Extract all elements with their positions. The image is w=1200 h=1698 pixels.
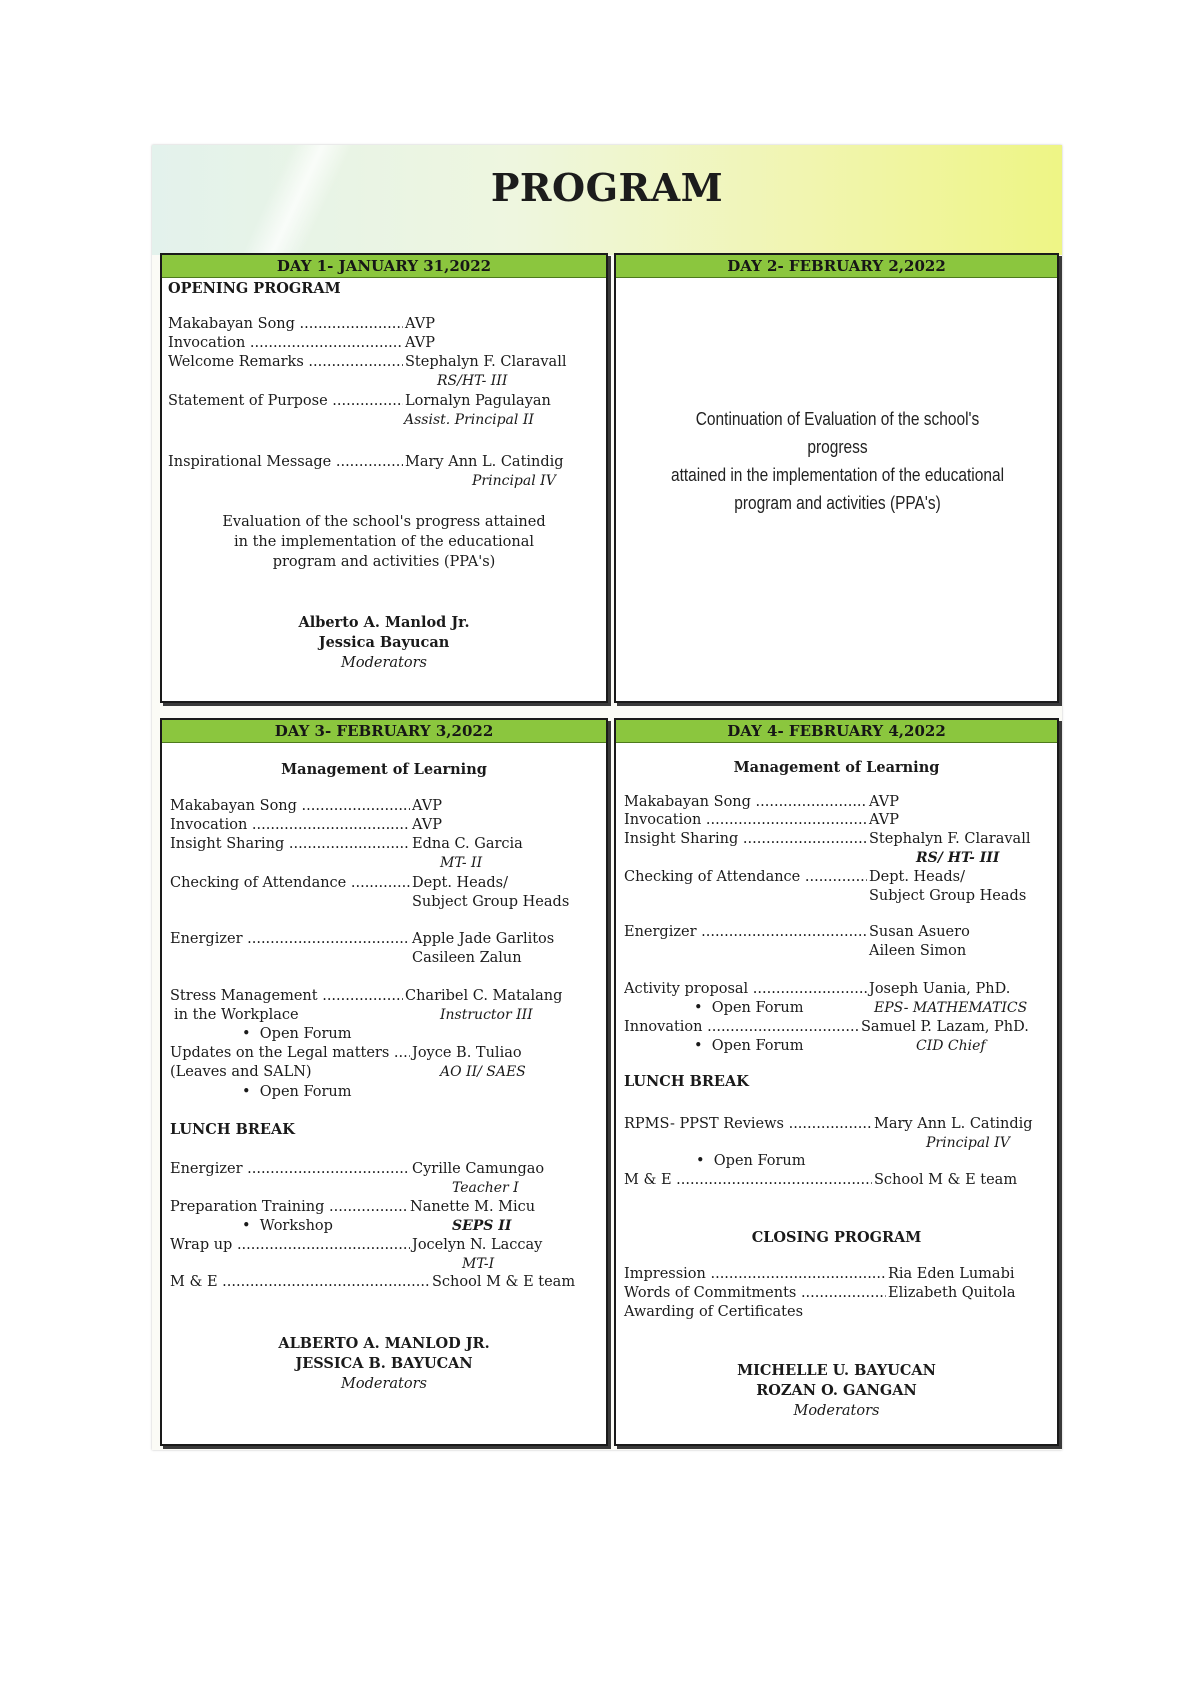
day1-evaluation-line: in the implementation of the educational: [234, 534, 534, 550]
moderator-name: ROZAN O. GANGAN: [756, 1382, 917, 1399]
day3-role: MT-I: [462, 1256, 495, 1272]
day1-item: Invocation ..... AVP: [168, 334, 588, 353]
day3-role: AO II/ SAES: [440, 1064, 526, 1080]
day3-label2: in the Workplace: [174, 1007, 299, 1023]
page-title: PROGRAM: [490, 165, 724, 210]
day3-item: Preparation Training ..... Nanette M. Micu: [170, 1198, 590, 1217]
day3-role: MT- II: [440, 855, 483, 871]
day4-item: RPMS- PPST Reviews ..... Mary Ann L. Catindig: [624, 1115, 1056, 1134]
day3-panel: [160, 718, 608, 1446]
day4-item: Makabayan Song ..... AVP: [624, 793, 1044, 812]
day1-item: Welcome Remarks ..... Stephalyn F. Claravall: [168, 353, 600, 372]
moderator-name: Jessica Bayucan: [318, 634, 450, 651]
day2-panel: [614, 253, 1059, 703]
day4-closing-item: Words of Commitments ..... Elizabeth Quitola: [624, 1284, 1056, 1303]
day1-section-title: OPENING PROGRAM: [168, 280, 341, 297]
closing-program-title: CLOSING PROGRAM: [751, 1229, 922, 1246]
day4-item: Innovation ..... Samuel P. Lazam, PhD.: [624, 1018, 1056, 1037]
day1-header: DAY 1- JANUARY 31,2022: [162, 255, 606, 278]
day4-item: Checking of Attendance ..... Dept. Heads/: [624, 868, 1056, 887]
day1-panel: [160, 253, 608, 703]
workshop-bullet: • Workshop: [242, 1218, 333, 1234]
day3-item: Insight Sharing ..... Edna C. Garcia: [170, 835, 600, 854]
day3-header: DAY 3- FEBRUARY 3,2022: [162, 720, 606, 743]
day4-value2: Subject Group Heads: [869, 888, 1027, 904]
day4-item: Invocation ..... AVP: [624, 811, 1044, 830]
day1-item: Inspirational Message ..... Mary Ann L. Catindig: [168, 453, 600, 472]
day1-evaluation-line: Evaluation of the school's progress attained: [222, 514, 546, 530]
day1-role: RS/HT- III: [437, 373, 508, 389]
day3-item: Wrap up ..... Jocelyn N. Laccay: [170, 1236, 590, 1255]
moderators-label: Moderators: [341, 1376, 427, 1392]
day3-item: Energizer ..... Cyrille Camungao: [170, 1160, 590, 1179]
open-forum-bullet: • Open Forum: [694, 1000, 804, 1016]
moderators-label: Moderators: [793, 1403, 880, 1419]
day3-moderators: [162, 1334, 606, 1394]
day3-item: Invocation ..... AVP: [170, 816, 590, 835]
program-sheet: [152, 145, 1062, 1450]
open-forum-bullet: • Open Forum: [242, 1026, 352, 1042]
day1-evaluation-line: program and activities (PPA's): [272, 554, 496, 570]
day4-role: CID Chief: [916, 1038, 986, 1054]
open-forum-bullet: • Open Forum: [242, 1084, 352, 1100]
day4-item: Insight Sharing ..... Stephalyn F. Claravall: [624, 830, 1056, 849]
day3-item: Energizer ..... Apple Jade Garlitos: [170, 930, 600, 949]
day3-section-title: Management of Learning: [281, 761, 487, 778]
day4-role: EPS- MATHEMATICS: [874, 1000, 1028, 1016]
day3-role: Instructor III: [440, 1007, 533, 1023]
day4-item: M & E ..... School M & E team: [624, 1171, 1056, 1190]
day3-item: Makabayan Song ..... AVP: [170, 797, 590, 816]
day2-header: DAY 2- FEBRUARY 2,2022: [616, 255, 1057, 278]
moderator-name: JESSICA B. BAYUCAN: [295, 1355, 473, 1372]
day3-value2: Casileen Zalun: [412, 950, 522, 966]
day4-closing-item: Awarding of Certificates: [624, 1304, 804, 1320]
day3-value2: Subject Group Heads: [412, 894, 570, 910]
moderator-name: Alberto A. Manlod Jr.: [298, 614, 470, 631]
day4-header: DAY 4- FEBRUARY 4,2022: [616, 720, 1057, 743]
day3-item: Checking of Attendance ..... Dept. Heads/: [170, 874, 600, 893]
lunch-break: LUNCH BREAK: [170, 1121, 295, 1138]
day4-role: RS/ HT- III: [916, 850, 1000, 866]
day4-closing-item: Impression ..... Ria Eden Lumabi: [624, 1265, 1056, 1284]
moderators-label: Moderators: [341, 655, 427, 671]
day1-role: Assist. Principal II: [404, 412, 534, 428]
day4-role: Principal IV: [926, 1135, 1010, 1151]
day1-role: Principal IV: [472, 473, 556, 489]
day4-item: Energizer ..... Susan Asuero: [624, 923, 1056, 942]
day1-moderators: [162, 613, 606, 673]
day1-item: Makabayan Song ..... AVP: [168, 315, 588, 334]
lunch-break: LUNCH BREAK: [624, 1073, 749, 1090]
day4-moderators: [616, 1361, 1057, 1421]
day3-role: SEPS II: [452, 1218, 512, 1234]
day3-item: Stress Management ..... Charibel C. Matalang: [170, 987, 602, 1006]
day2-text: Continuation of Evaluation of the school's progress attained in the implementation of the educational program and activities (PPA's): [670, 409, 1005, 513]
day3-role: Teacher I: [452, 1180, 519, 1196]
open-forum-bullet: • Open Forum: [694, 1038, 804, 1054]
open-forum-bullet: • Open Forum: [696, 1153, 806, 1169]
day3-item: Updates on the Legal matters ..... Joyce B. Tuliao: [170, 1044, 590, 1063]
day4-item: Activity proposal ..... Joseph Uania, PhD.: [624, 980, 1056, 999]
day3-label2: (Leaves and SALN): [170, 1064, 312, 1080]
moderator-name: MICHELLE U. BAYUCAN: [737, 1362, 936, 1379]
day1-item: Statement of Purpose ..... Lornalyn Pagulayan: [168, 392, 600, 411]
moderator-name: ALBERTO A. MANLOD JR.: [278, 1335, 490, 1352]
day4-section-title: Management of Learning: [733, 759, 940, 776]
day4-value2: Aileen Simon: [869, 943, 967, 959]
day3-item: M & E ..... School M & E team: [170, 1273, 600, 1292]
day4-panel: [614, 718, 1059, 1446]
